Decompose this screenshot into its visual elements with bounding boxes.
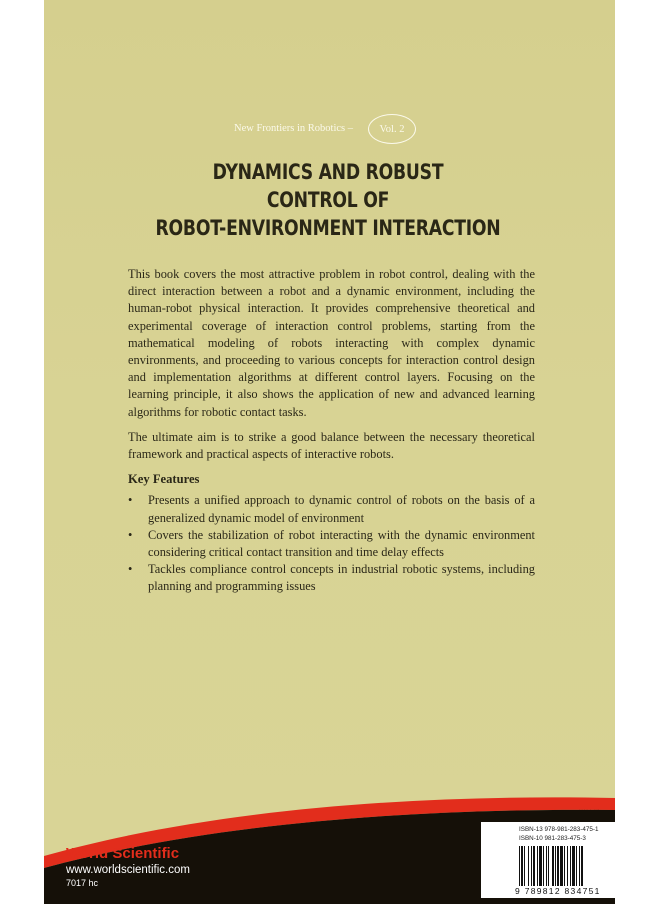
feature-text: Presents a unified approach to dynamic control of robots on the basis of a generalized dynamic model of environment bbox=[148, 493, 535, 525]
barcode-bar bbox=[528, 846, 529, 886]
bullet-icon: • bbox=[128, 527, 133, 542]
series-name: New Frontiers in Robotics – bbox=[234, 123, 353, 134]
barcode-bar bbox=[555, 846, 556, 886]
barcode-bar bbox=[576, 846, 577, 886]
barcode-bar bbox=[560, 846, 563, 886]
barcode-bar bbox=[567, 846, 568, 886]
feature-text: Tackles compliance control concepts in industrial robotic systems, including planning and programming issues bbox=[148, 562, 535, 594]
title-line-2: CONTROL OF bbox=[266, 188, 390, 212]
bullet-icon: • bbox=[128, 562, 133, 577]
description-paragraph-2: The ultimate aim is to strike a good balance between the necessary theoretical framework and practical aspects of interactive robots. bbox=[128, 429, 535, 462]
barcode-bar bbox=[543, 846, 544, 886]
barcode-bar bbox=[539, 846, 542, 886]
key-features-heading: Key Features bbox=[128, 472, 200, 487]
barcode-bar bbox=[579, 846, 580, 886]
barcode-bar bbox=[581, 846, 583, 886]
barcode-bar bbox=[548, 846, 549, 886]
feature-item bbox=[128, 561, 535, 595]
barcode-bar bbox=[519, 846, 520, 886]
barcode-bar bbox=[546, 846, 547, 886]
title-line-1: DYNAMICS AND ROBUST bbox=[212, 160, 444, 184]
barcode-bar bbox=[572, 846, 575, 886]
series-label bbox=[234, 114, 474, 144]
publisher-code: 7017 hc bbox=[66, 878, 99, 888]
feature-item bbox=[128, 492, 535, 526]
book-back-cover bbox=[44, 0, 615, 904]
barcode-icon bbox=[519, 846, 611, 886]
barcode-bar bbox=[537, 846, 538, 886]
barcode-bar bbox=[533, 846, 535, 886]
key-features-list bbox=[128, 492, 535, 595]
feature-item bbox=[128, 527, 535, 561]
bullet-icon: • bbox=[128, 493, 133, 508]
publisher-url[interactable]: www.worldscientific.com bbox=[66, 864, 190, 876]
book-description bbox=[128, 266, 535, 596]
barcode-bar bbox=[570, 846, 571, 886]
isbn-13: ISBN-13 978-981-283-475-1 bbox=[519, 826, 599, 833]
barcode-digits: 9 789812 834751 bbox=[515, 886, 601, 896]
series-volume: Vol. 2 bbox=[368, 114, 416, 144]
book-title bbox=[131, 158, 525, 242]
publisher-name: World Scientific bbox=[66, 845, 180, 862]
barcode-bar bbox=[521, 846, 523, 886]
isbn-barcode-box bbox=[481, 822, 615, 898]
description-paragraph-1: This book covers the most attractive problem in robot control, dealing with the direct interaction between a robot and a dynamic environment, including the human-robot physical interaction. It provides comprehensive theoretical and experimental coverage of interaction control problems, starting from the mathematical modeling of robots interacting with complex dynamic environments, and proceeding to various concepts for interaction control design and implementation algorithms at different control layers. Focusing on the learning principle, it also shows the application of new and advanced learning algorithms for robotic contact tasks. bbox=[128, 267, 535, 419]
publisher-block bbox=[66, 845, 190, 890]
barcode-bar bbox=[531, 846, 532, 886]
title-line-3: ROBOT-ENVIRONMENT INTERACTION bbox=[155, 216, 501, 240]
barcode-bar bbox=[524, 846, 525, 886]
feature-text: Covers the stabilization of robot interacting with the dynamic environment considering critical contact transition and time delay effects bbox=[148, 527, 535, 560]
barcode-bar bbox=[552, 846, 554, 886]
barcode-bar bbox=[564, 846, 565, 886]
barcode-bar bbox=[557, 846, 559, 886]
isbn-10: ISBN-10 981-283-475-3 bbox=[519, 835, 586, 842]
